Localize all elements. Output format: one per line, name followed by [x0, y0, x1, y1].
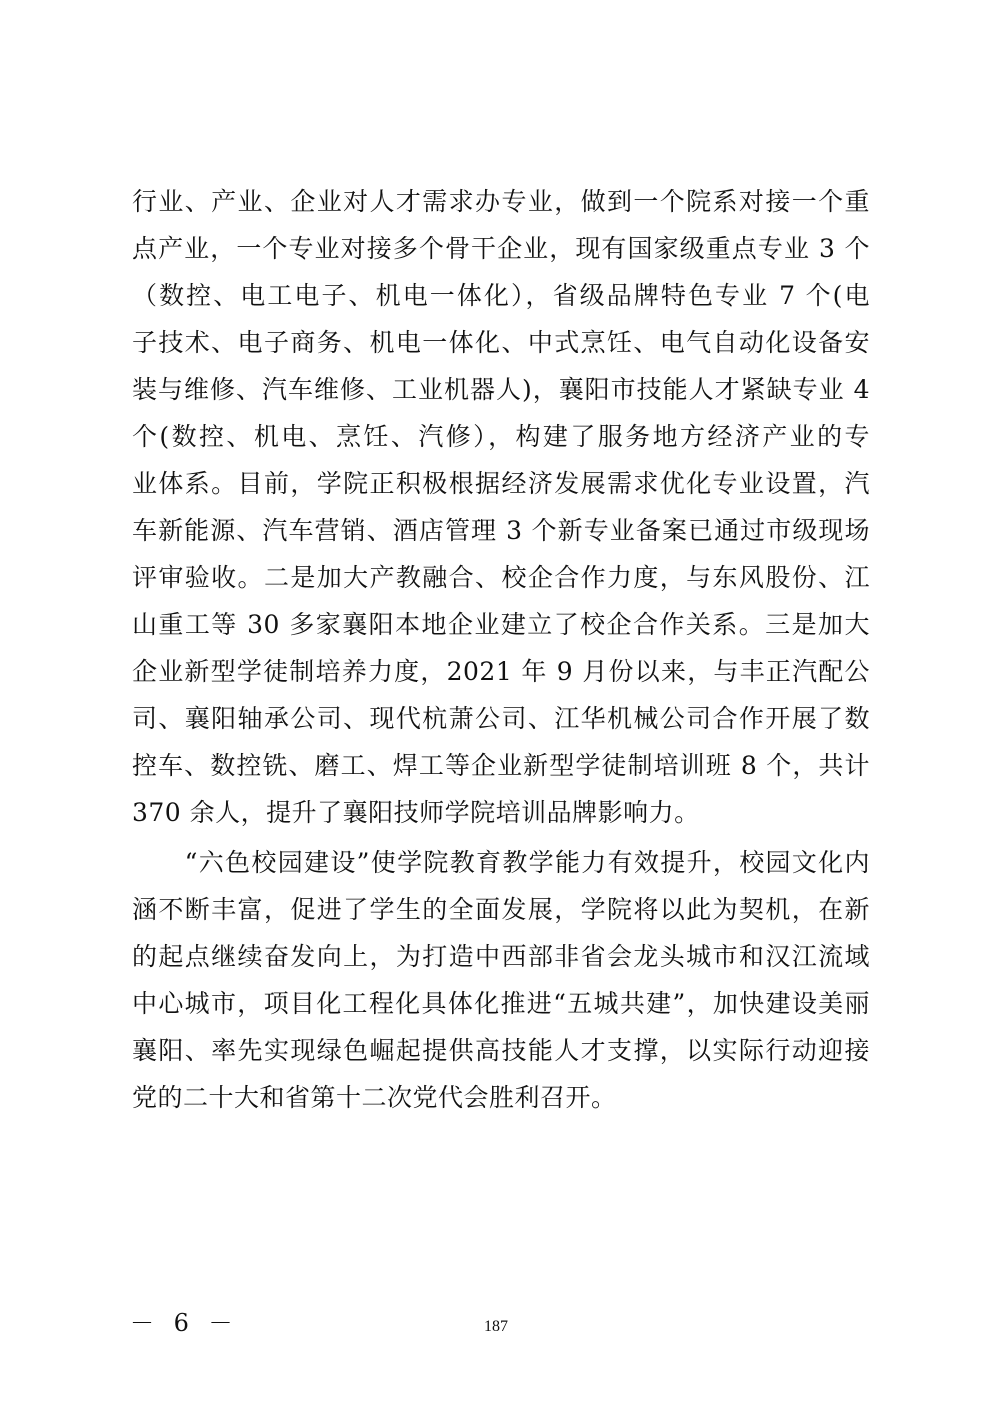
text-line: 370 余人，提升了襄阳技师学院培训品牌影响力。 [132, 798, 700, 827]
text-line: 控车、数控铣、磨工、焊工等企业新型学徒制培训班 8 个，共计 [132, 751, 870, 780]
text-line: 子技术、电子商务、机电一体化、中式烹饪、电气自动化设备安 [132, 328, 870, 357]
text-line: 涵不断丰富，促进了学生的全面发展，学院将以此为契机，在新 [132, 895, 870, 924]
text-line: 党的二十大和省第十二次党代会胜利召开。 [132, 1083, 617, 1112]
text-line: 业体系。目前，学院正积极根据经济发展需求优化专业设置，汽 [132, 469, 870, 498]
text-line: （数控、电工电子、机电一体化），省级品牌特色专业 7 个(电 [132, 281, 870, 310]
text-line: 车新能源、汽车营销、酒店管理 3 个新专业备案已通过市级现场 [132, 516, 870, 545]
text-line: 评审验收。二是加大产教融合、校企合作力度，与东风股份、江 [132, 563, 870, 592]
text-line: 装与维修、汽车维修、工业机器人)，襄阳市技能人才紧缺专业 4 [132, 375, 870, 404]
text-line: 点产业，一个专业对接多个骨干企业，现有国家级重点专业 3 个 [132, 234, 870, 263]
page-number: 187 [484, 1318, 508, 1335]
paragraph-2 [132, 839, 870, 1121]
text-line: 司、襄阳轴承公司、现代杭萧公司、江华机械公司合作开展了数 [132, 704, 870, 733]
text-line: 个(数控、机电、烹饪、汽修），构建了服务地方经济产业的专 [132, 422, 870, 451]
text-line: 襄阳、率先实现绿色崛起提供高技能人才支撑，以实际行动迎接 [132, 1036, 870, 1065]
body-text [132, 178, 870, 1121]
paragraph-1 [132, 178, 870, 836]
text-line: “六色校园建设”使学院教育教学能力有效提升，校园文化内 [132, 848, 870, 877]
text-line: 行业、产业、企业对人才需求办专业，做到一个院系对接一个重 [132, 187, 870, 216]
text-line: 中心城市，项目化工程化具体化推进“五城共建”，加快建设美丽 [132, 989, 870, 1018]
text-line: 的起点继续奋发向上，为打造中西部非省会龙头城市和汉江流域 [132, 942, 870, 971]
page-label: － 6 － [130, 1309, 239, 1337]
text-line: 企业新型学徒制培养力度，2021 年 9 月份以来，与丰正汽配公 [132, 657, 870, 686]
text-line: 山重工等 30 多家襄阳本地企业建立了校企合作关系。三是加大 [132, 610, 870, 639]
